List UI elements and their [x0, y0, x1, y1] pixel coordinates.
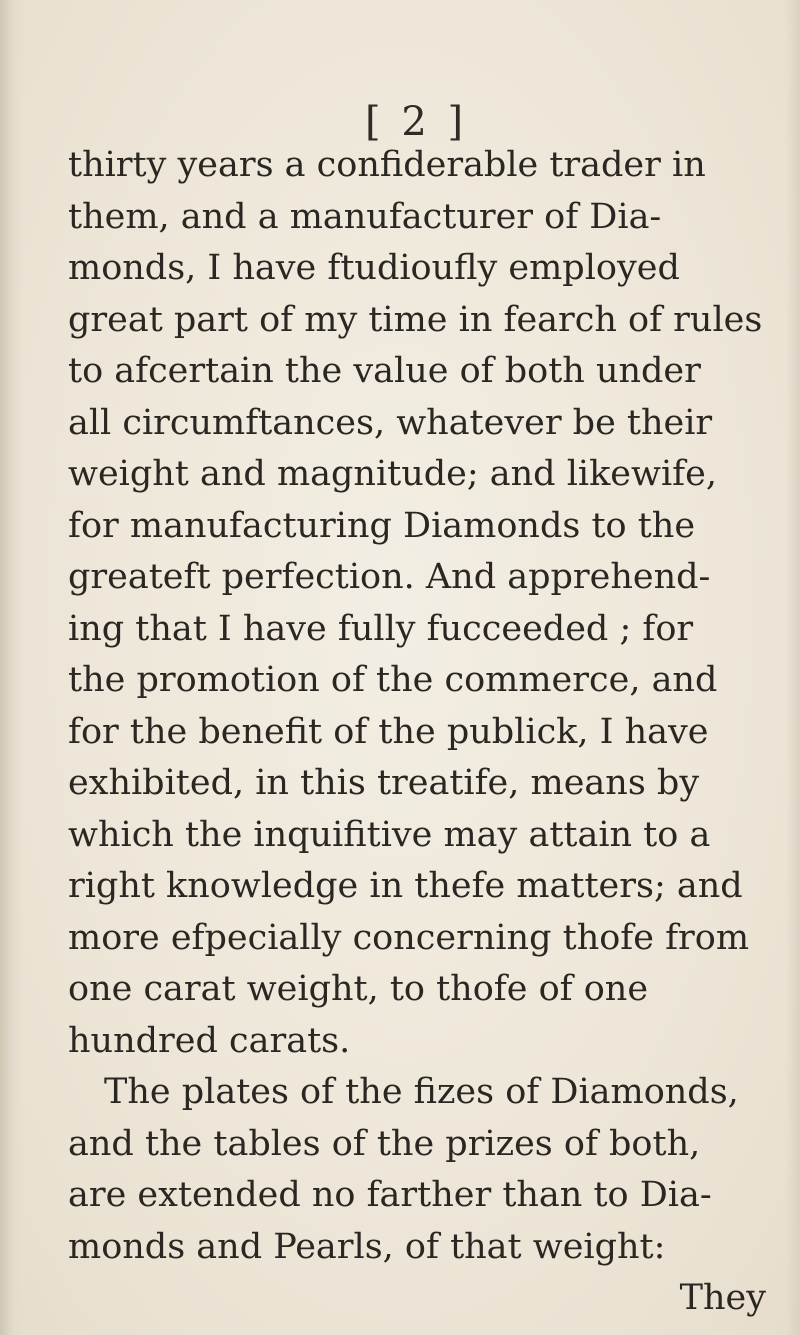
text-line: all circumftances, whatever be their	[68, 402, 713, 443]
page-binding-edge	[0, 0, 24, 1335]
text-line: them, and a manufacturer of Dia-	[68, 196, 662, 237]
text-line: exhibited, in this treatife, means by	[68, 763, 700, 803]
text-line: monds, I have ftudioufly employed	[68, 248, 680, 288]
text-line: thirty years a confiderable trader in	[68, 145, 706, 185]
text-line: the promotion of the commerce, and	[68, 660, 718, 700]
text-line: ing that I have fully fucceeded ; for	[68, 608, 694, 649]
text-line: greateft perfection. And apprehend-	[68, 557, 711, 597]
text-line: monds and Pearls, of that weight:	[68, 1226, 666, 1267]
page-number: [ 2 ]	[365, 99, 468, 145]
page-outer-edge	[786, 0, 800, 1335]
text-line: more efpecially concerning thofe from	[68, 917, 750, 958]
text-line: great part of my time in fearch of rules	[68, 299, 763, 340]
text-line: are extended no farther than to Dia-	[68, 1175, 712, 1215]
text-line: and the tables of the prizes of both,	[68, 1123, 701, 1164]
text-line: weight and magnitude; and likewife,	[68, 454, 717, 494]
text-line: hundred carats.	[68, 1020, 351, 1061]
text-line: one carat weight, to thofe of one	[68, 969, 649, 1009]
catchword: They	[679, 1278, 766, 1318]
text-line: right knowledge in thefe matters; and	[68, 866, 743, 906]
text-line: to afcertain the value of both under	[68, 351, 701, 391]
text-line: for manufacturing Diamonds to the	[68, 505, 696, 546]
text-line: which the inquifitive may attain to a	[68, 814, 711, 855]
body-text	[68, 140, 768, 1325]
text-line: for the benefit of the publick, I have	[68, 711, 709, 752]
text-line: The plates of the fizes of Diamonds,	[104, 1072, 739, 1112]
